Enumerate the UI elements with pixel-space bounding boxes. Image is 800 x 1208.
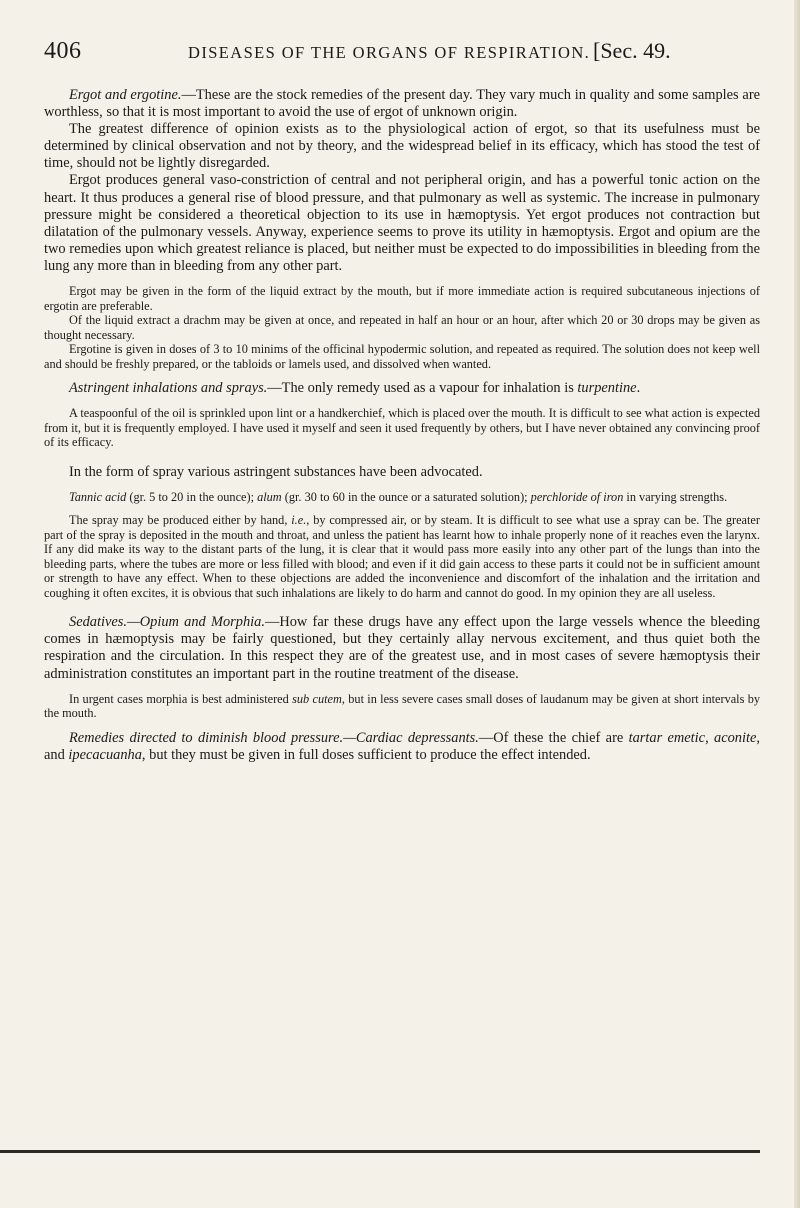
paragraph-text: —Of these the chief are [478,729,629,746]
page-edge [794,0,800,1208]
paragraph-text: —These are the stock remedies of the present day. They vary much in quality and some samples are worthless, so that it is most important to avoid the use of ergot of unknown origin. [44,87,760,121]
paragraph-vaso-constriction: Ergot produces general vaso-constriction of central and not peripheral origin, and has a powerful tonic action on the heart. It thus produces a general rise of blood pressure, and that pulmonary as well as systemic. The increase in pulmonary pressure might be considered a theoretical objection to its use in hæmoptysis. Yet ergot produces not contraction but dilatation of the pulmonary vessels. Anyway, experience seems to prove its utility in hæmoptysis. Ergot and opium are the two remedies upon which greatest reliance is placed, but neither must be expected to do impossibilities in bleeding from the lung any more than in bleeding from any other part. [44,172,760,274]
paragraph-text: . [636,380,641,397]
paragraph-ergot-form: Ergot may be given in the form of the liquid extract by the mouth, but if more immediate action is required subcutaneous injections of ergotin are preferable. [44,284,760,313]
paragraph-text: , [705,729,715,746]
paragraph-text: , but they must be given in full doses sufficient to produce the effect intended. [141,746,591,763]
paragraph-text: —The only remedy used as a vapour for inhalation is [267,380,578,397]
term-sub-cutem: sub cutem [292,691,342,706]
term-tartar-emetic: tartar emetic [628,729,706,746]
paragraph-ergotine-doses: Ergotine is given in doses of 3 to 10 minims of the officinal hypodermic solution, and repeated as required. The solution does not keep well and should be freshly prepared, or the tabloids or lamels used, and dissolved when wanted. [44,342,760,371]
paragraph-opinion: The greatest difference of opinion exists as to the physiological action of ergot, so that its usefulness must be determined by clinical observation and not by theory, and the widespread belief in its efficacy, which has stood the test of time, should not be lightly disregarded. [44,121,760,172]
paragraph-teaspoonful: A teaspoonful of the oil is sprinkled upon lint or a handkerchief, which is placed over the mouth. It is difficult to see what action is expected from it, but it is frequently employed. I have used it myself and seen it used frequently by others, but I have never obtained any convincing proof of its efficacy. [44,406,760,450]
paragraph-sedatives [44,614,760,682]
term-tannic-acid: Tannic acid [69,489,127,504]
paragraph-astringent-inhalations [44,380,760,397]
heading-ergot: Ergot and ergotine. [69,87,182,103]
term-ipecacuanha: ipecacuanha [68,746,142,763]
heading-remedies-blood-pressure: Remedies directed to diminish blood pressure.—Cardiac depressants. [69,729,479,746]
paragraph-text: , but in less severe cases small doses of laudanum may be given at short intervals by the mouth. [44,691,760,721]
paragraph-text: The spray may be produced either by hand, [69,513,292,528]
paragraph-morphia [44,692,760,721]
paragraph-astringent-list [44,490,760,505]
paragraph-spray-production [44,513,760,600]
paragraph-ergot-intro [44,87,760,121]
term-aconite: aconite [714,729,757,746]
paragraph-text: —How far these drugs have any effect upon the large vessels whence the bleeding comes in hæmoptysis may be fairly questioned, but they certainly allay nervous excitement, and thus quiet both the respiration and the circulation. In this respect they are of the greatest use, and in most cases of severe hæmoptysis their administration constitutes an important part in the routine treatment of the disease. [44,614,760,682]
abbreviation-ie: i.e. [291,513,307,528]
heading-sedatives: Sedatives.—Opium and Morphia. [69,614,265,631]
paragraph-text: In urgent cases morphia is best administered [69,691,293,706]
chapter-title: DISEASES OF THE ORGANS OF RESPIRATION. [188,43,591,62]
paragraph-text: in varying strengths. [623,489,728,504]
term-turpentine: turpentine [577,380,637,397]
paragraph-spray-advocated: In the form of spray various astringent substances have been advocated. [69,463,483,480]
paragraph-text: (gr. 30 to 60 in the ounce or a saturated solution); [281,489,531,504]
page-content [44,38,760,764]
term-alum: alum [257,489,282,504]
running-head [44,38,760,65]
page-number: 406 [44,38,82,64]
paragraph-text: (gr. 5 to 20 in the ounce); [126,489,258,504]
paragraph-text: , and [44,729,760,763]
term-perchloride-of-iron: perchloride of iron [530,489,624,504]
paragraph-cardiac-depressants [44,730,760,764]
paragraph-liquid-extract: Of the liquid extract a drachm may be given at once, and repeated in half an hour or an hour, after which 20 or 30 drops may be given as thought necessary. [44,313,760,342]
section-marker: [Sec. 49. [593,38,671,63]
heading-astringent: Astringent inhalations and sprays. [69,380,268,397]
paragraph-text: , by compressed air, or by steam. It is difficult to see what use a spray can be. The greater part of the spray is deposited in the mouth and throat, and unless the patient has learnt how to inhale properly none of it reaches even the larynx. If any did make its way to the distant parts of the lung, it is clear that it would pass more easily into any other part of the lungs than into the bleeding parts, where the tubes are more or less filled with blood; and even if it did gain access to these parts it could not be in sufficient amount or strength to have any effect. When to these objections are added the inconvenience and discomfort of the inhalation and the irritation and coughing it often excites, it is obvious that such inhalations are likely to do harm and cannot do good. In my opinion they are all useless. [44,513,760,600]
bottom-rule [0,1150,760,1153]
